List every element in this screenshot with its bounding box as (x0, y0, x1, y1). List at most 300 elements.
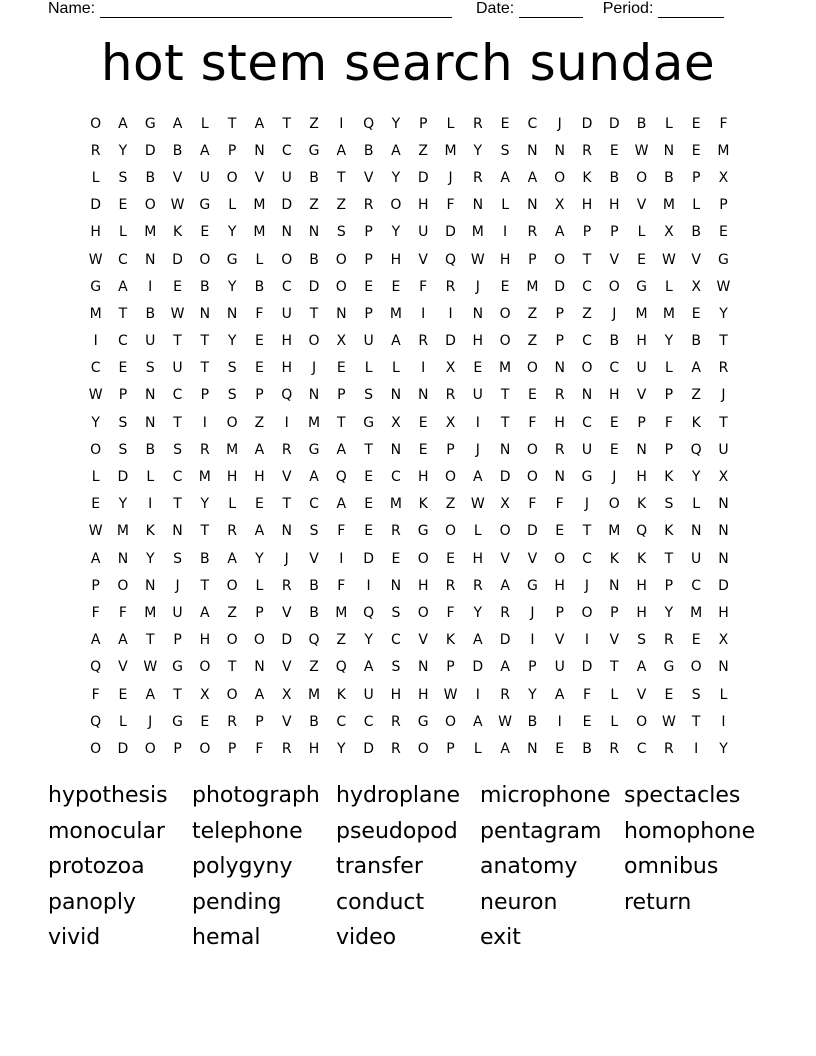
grid-letter: L (692, 197, 701, 214)
word-list-item: polygyny (192, 854, 293, 880)
grid-letter: T (500, 414, 510, 431)
grid-letter: D (445, 224, 456, 241)
grid-letter: O (226, 686, 238, 703)
grid-letter: P (555, 305, 564, 322)
grid-letter: N (145, 577, 156, 594)
grid-letter: V (281, 469, 292, 486)
grid-letter: E (200, 713, 210, 730)
grid-letter: E (500, 115, 510, 132)
grid-letter: X (281, 686, 292, 703)
grid-letter: N (663, 142, 675, 159)
grid-letter: E (609, 142, 619, 159)
grid-letter: J (475, 278, 480, 295)
grid-letter: U (145, 333, 156, 350)
grid-letter: J (148, 713, 153, 730)
grid-letter: M (608, 523, 621, 540)
grid-letter: F (555, 496, 564, 513)
grid-letter: D (281, 197, 293, 214)
grid-letter: O (554, 550, 566, 567)
grid-letter: W (88, 387, 103, 404)
grid-letter: B (582, 740, 592, 757)
grid-letter: I (721, 713, 726, 730)
grid-letter: N (390, 387, 402, 404)
grid-letter: U (691, 550, 702, 567)
date-field[interactable] (476, 0, 583, 18)
grid-letter: G (90, 278, 102, 295)
grid-letter: I (148, 278, 153, 295)
grid-letter: P (691, 169, 701, 186)
grid-letter: A (200, 142, 210, 159)
grid-letter: B (309, 577, 319, 594)
grid-letter: T (200, 333, 210, 350)
grid-letter: R (500, 604, 510, 621)
grid-letter: X (718, 469, 729, 486)
grid-letter: S (309, 523, 319, 540)
grid-letter: S (664, 496, 674, 513)
grid-letter: A (473, 713, 483, 730)
grid-letter: B (363, 142, 374, 159)
period-line (658, 2, 724, 18)
grid-letter: X (664, 224, 674, 241)
grid-letter: H (281, 333, 292, 350)
grid-letter: P (255, 604, 264, 621)
grid-letter: U (172, 604, 183, 621)
grid-letter: D (608, 115, 620, 132)
grid-letter: H (254, 469, 265, 486)
grid-letter: T (145, 632, 155, 649)
grid-letter: U (636, 360, 647, 377)
grid-letter: F (337, 523, 346, 540)
grid-letter: F (337, 577, 346, 594)
grid-letter: C (309, 496, 319, 513)
grid-letter: A (336, 441, 347, 458)
grid-letter: L (664, 115, 673, 132)
grid-letter: Z (445, 496, 456, 513)
grid-letter: S (500, 142, 510, 159)
grid-letter: H (554, 577, 565, 594)
grid-letter: H (499, 251, 511, 268)
grid-letter: D (527, 523, 538, 540)
grid-letter: W (470, 496, 485, 513)
word-list-item: anatomy (480, 854, 578, 880)
grid-letter: D (554, 278, 566, 295)
grid-letter: P (664, 387, 674, 404)
grid-letter: A (473, 469, 483, 486)
grid-letter: C (281, 142, 292, 159)
grid-letter: C (636, 740, 647, 757)
grid-letter: O (554, 169, 566, 186)
grid-letter: I (421, 305, 426, 322)
grid-letter: R (418, 333, 429, 350)
grid-letter: Z (527, 333, 538, 350)
grid-letter: O (636, 169, 648, 186)
grid-letter: O (417, 550, 429, 567)
grid-letter: L (228, 197, 237, 214)
grid-letter: S (118, 169, 128, 186)
grid-letter: R (472, 577, 483, 594)
grid-letter: C (582, 550, 592, 567)
grid-letter: O (690, 659, 702, 676)
grid-letter: P (173, 740, 182, 757)
grid-letter: D (172, 251, 183, 268)
grid-letter: P (364, 305, 373, 322)
grid-letter: P (446, 659, 455, 676)
grid-letter: Y (391, 115, 401, 132)
grid-letter: B (309, 604, 319, 621)
grid-letter: C (118, 251, 128, 268)
grid-letter: I (93, 333, 98, 350)
word-list-item: hydroplane (336, 783, 460, 808)
grid-letter: T (200, 360, 210, 377)
grid-letter: L (228, 496, 237, 513)
grid-letter: D (581, 115, 593, 132)
period-field[interactable] (603, 0, 724, 18)
grid-letter: R (609, 740, 620, 757)
grid-letter: U (172, 360, 183, 377)
grid-letter: N (554, 469, 565, 486)
grid-letter: M (635, 305, 648, 322)
grid-letter: W (88, 523, 103, 540)
word-list (48, 778, 788, 956)
grid-letter: P (528, 251, 537, 268)
grid-letter: V (636, 197, 647, 214)
grid-letter: E (418, 441, 428, 458)
grid-letter: L (473, 523, 482, 540)
grid-letter: E (555, 740, 565, 757)
grid-letter: F (664, 414, 673, 431)
grid-letter: U (363, 686, 374, 703)
grid-letter: N (254, 142, 265, 159)
grid-letter: P (118, 387, 128, 404)
grid-letter: B (309, 251, 319, 268)
grid-letter: G (663, 659, 675, 676)
grid-letter: Y (473, 142, 483, 159)
grid-letter: O (90, 441, 102, 458)
grid-letter: G (308, 142, 320, 159)
grid-letter: A (118, 115, 128, 132)
grid-letter: N (690, 523, 702, 540)
grid-letter: Q (335, 469, 347, 486)
word-list-item: hypothesis (48, 783, 168, 808)
grid-letter: T (719, 414, 728, 431)
grid-letter: O (608, 278, 620, 295)
grid-letter: R (281, 740, 292, 757)
grid-letter: E (118, 686, 128, 703)
grid-letter: Y (691, 469, 701, 486)
grid-letter: W (634, 142, 649, 159)
word-list-item: conduct (336, 889, 425, 915)
grid-letter: M (444, 142, 457, 159)
grid-letter: N (472, 305, 484, 322)
grid-letter: N (308, 224, 320, 241)
grid-letter: P (610, 604, 619, 621)
grid-letter: R (281, 441, 292, 458)
grid-letter: X (336, 333, 347, 350)
grid-letter: A (200, 604, 210, 621)
grid-letter: B (527, 713, 538, 730)
grid-letter: E (473, 360, 483, 377)
grid-letter: F (446, 604, 455, 621)
grid-letter: Y (200, 496, 210, 513)
grid-letter: R (664, 632, 674, 649)
grid-letter: A (527, 169, 538, 186)
grid-letter: Y (391, 169, 401, 186)
grid-letter: Y (227, 224, 237, 241)
grid-letter: L (392, 360, 400, 377)
grid-letter: R (472, 115, 483, 132)
grid-letter: R (227, 713, 237, 730)
grid-letter: N (527, 197, 538, 214)
word-list-item: panoply (48, 889, 136, 915)
grid-letter: B (609, 333, 620, 350)
grid-letter: S (145, 360, 155, 377)
grid-letter: L (119, 224, 127, 241)
grid-letter: J (311, 360, 317, 377)
grid-letter: C (281, 278, 292, 295)
grid-letter: J (175, 577, 180, 594)
grid-letter: H (390, 251, 402, 268)
grid-letter: C (527, 115, 538, 132)
grid-letter: O (526, 360, 538, 377)
grid-letter: Q (335, 659, 347, 676)
grid-letter: B (145, 441, 156, 458)
grid-letter: J (448, 169, 453, 186)
grid-letter: Y (337, 740, 346, 757)
grid-letter: S (364, 387, 374, 404)
grid-letter: B (200, 550, 210, 567)
grid-letter: K (582, 169, 592, 186)
grid-letter: Y (118, 142, 128, 159)
grid-letter: T (282, 496, 291, 513)
word-list-item: pentagram (480, 818, 602, 844)
grid-letter: K (636, 550, 647, 567)
grid-letter: L (664, 278, 673, 295)
grid-letter: E (255, 333, 264, 350)
grid-letter: C (118, 333, 128, 350)
grid-letter: A (554, 686, 565, 703)
grid-letter: T (227, 659, 237, 676)
grid-letter: Q (363, 115, 375, 132)
word-list-item: homophone (624, 818, 756, 844)
grid-letter: Y (227, 333, 237, 350)
grid-letter: H (417, 686, 429, 703)
grid-letter: A (118, 632, 128, 649)
grid-letter: L (255, 251, 264, 268)
grid-letter: L (501, 197, 509, 214)
grid-letter: V (609, 251, 620, 268)
grid-letter: N (581, 387, 593, 404)
grid-letter: B (309, 169, 319, 186)
grid-letter: R (90, 142, 101, 159)
grid-letter: N (281, 523, 292, 540)
grid-letter: C (90, 360, 101, 377)
grid-letter: P (91, 577, 100, 594)
grid-letter: Z (227, 604, 237, 621)
grid-letter: O (581, 360, 593, 377)
grid-letter: E (118, 360, 128, 377)
word-list-item: microphone (480, 783, 611, 808)
grid-letter: T (582, 523, 592, 540)
grid-letter: A (363, 659, 374, 676)
grid-letter: P (528, 659, 537, 676)
grid-letter: R (391, 740, 401, 757)
grid-letter: U (581, 441, 593, 458)
grid-letter: F (582, 686, 592, 703)
grid-letter: N (199, 305, 211, 322)
grid-letter: U (281, 169, 292, 186)
grid-letter: S (118, 441, 128, 458)
grid-letter: T (664, 550, 674, 567)
grid-letter: S (391, 604, 401, 621)
grid-letter: M (662, 305, 675, 322)
grid-letter: K (418, 496, 428, 513)
grid-letter: P (610, 224, 619, 241)
grid-letter: Y (227, 278, 237, 295)
grid-letter: Q (281, 387, 293, 404)
grid-letter: A (500, 169, 510, 186)
grid-letter: T (337, 169, 346, 186)
grid-letter: O (281, 251, 293, 268)
name-line (100, 2, 452, 18)
grid-letter: E (255, 496, 264, 513)
grid-letter: C (691, 577, 702, 594)
grid-letter: K (664, 523, 674, 540)
grid-letter: J (612, 469, 617, 486)
grid-letter: N (336, 305, 347, 322)
grid-letter: U (281, 305, 292, 322)
grid-letter: Y (473, 604, 483, 621)
grid-letter: I (475, 414, 480, 431)
grid-letter: T (691, 713, 701, 730)
grid-letter: S (336, 224, 346, 241)
grid-letter: F (255, 740, 264, 757)
grid-letter: K (145, 523, 155, 540)
grid-letter: X (445, 360, 456, 377)
grid-letter: E (364, 496, 374, 513)
word-list-item: transfer (336, 854, 423, 880)
grid-letter: E (391, 278, 401, 295)
grid-letter: P (446, 441, 455, 458)
grid-letter: A (336, 142, 347, 159)
grid-letter: D (308, 278, 320, 295)
grid-letter: Q (308, 632, 320, 649)
grid-letter: Z (418, 142, 428, 159)
grid-letter: I (557, 713, 562, 730)
grid-letter: W (661, 713, 676, 730)
grid-letter: B (200, 278, 210, 295)
name-field[interactable] (48, 0, 458, 18)
grid-letter: N (417, 387, 429, 404)
grid-letter: F (91, 604, 100, 621)
grid-letter: P (173, 632, 182, 649)
grid-letter: D (499, 469, 511, 486)
grid-letter: D (90, 197, 102, 214)
grid-letter: O (335, 278, 347, 295)
grid-letter: Y (118, 496, 128, 513)
grid-letter: X (691, 278, 701, 295)
grid-letter: V (118, 659, 128, 676)
grid-letter: S (118, 414, 128, 431)
grid-letter: M (471, 224, 484, 241)
grid-letter: R (582, 142, 592, 159)
word-list-item: telephone (192, 818, 303, 844)
grid-letter: U (418, 224, 429, 241)
grid-letter: F (446, 197, 455, 214)
grid-letter: B (172, 142, 183, 159)
grid-letter: E (336, 360, 346, 377)
grid-letter: P (555, 333, 564, 350)
grid-letter: H (199, 632, 211, 649)
grid-letter: D (581, 659, 593, 676)
grid-letter: H (472, 550, 484, 567)
grid-letter: N (390, 577, 402, 594)
grid-letter: I (284, 414, 289, 431)
grid-letter: O (90, 740, 102, 757)
grid-letter: R (664, 740, 674, 757)
grid-letter: H (636, 469, 647, 486)
grid-letter: V (500, 550, 510, 567)
grid-letter: T (173, 414, 182, 431)
grid-letter: R (554, 441, 565, 458)
grid-letter: V (636, 686, 647, 703)
grid-letter: J (721, 387, 726, 404)
grid-letter: H (718, 604, 729, 621)
grid-letter: D (499, 632, 511, 649)
grid-letter: T (500, 387, 510, 404)
grid-letter: E (173, 278, 182, 295)
word-list-item: neuron (480, 889, 558, 915)
grid-letter: G (199, 197, 211, 214)
grid-letter: N (472, 197, 484, 214)
grid-letter: D (417, 169, 429, 186)
grid-letter: O (226, 169, 238, 186)
grid-letter: L (473, 740, 482, 757)
grid-letter: O (444, 523, 457, 540)
grid-letter: T (719, 333, 728, 350)
grid-letter: K (445, 632, 456, 649)
grid-letter: M (717, 142, 730, 159)
grid-letter: A (691, 360, 701, 377)
grid-letter: Z (336, 632, 347, 649)
grid-letter: P (664, 577, 674, 594)
grid-letter: X (718, 632, 729, 649)
grid-letter: O (554, 251, 566, 268)
grid-letter: M (226, 441, 239, 458)
word-list-item: protozoa (48, 854, 145, 880)
grid-letter: O (499, 523, 511, 540)
grid-letter: W (470, 251, 485, 268)
grid-letter: Z (527, 305, 538, 322)
word-list-item: pending (192, 889, 282, 915)
grid-letter: A (254, 441, 265, 458)
grid-letter: B (145, 305, 156, 322)
grid-letter: V (554, 632, 565, 649)
grid-letter: N (172, 523, 183, 540)
grid-letter: A (500, 659, 510, 676)
grid-letter: C (363, 713, 374, 730)
grid-letter: C (582, 333, 592, 350)
grid-letter: X (718, 169, 729, 186)
grid-letter: Q (690, 441, 702, 458)
grid-letter: H (636, 577, 647, 594)
grid-letter: X (554, 197, 565, 214)
grid-letter: R (391, 523, 401, 540)
grid-letter: A (554, 224, 565, 241)
grid-letter: M (307, 686, 321, 703)
grid-letter: T (200, 577, 210, 594)
grid-letter: E (118, 197, 128, 214)
grid-letter: J (530, 604, 535, 621)
